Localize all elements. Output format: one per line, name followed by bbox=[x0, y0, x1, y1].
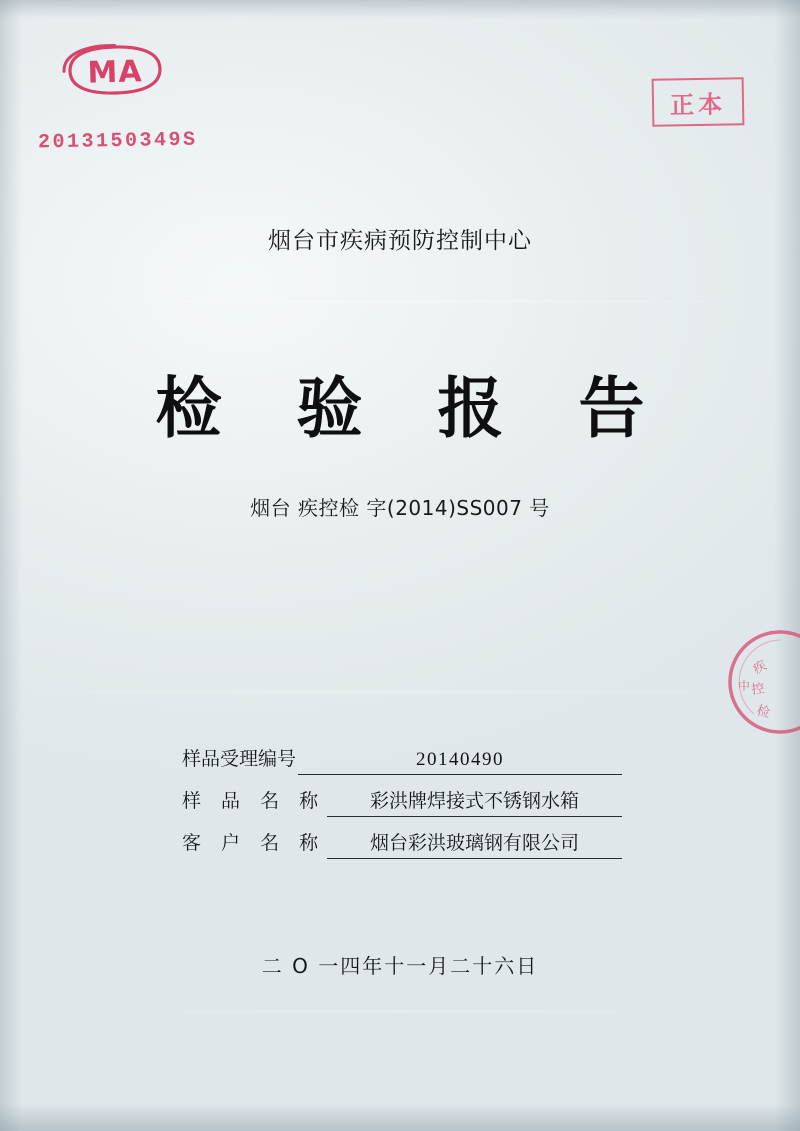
field-label-client-name: 客 户 名 称 bbox=[182, 832, 326, 854]
paper-edge-shadow bbox=[0, 0, 800, 18]
field-value-sample-name: 彩洪牌焊接式不锈钢水箱 bbox=[327, 786, 622, 817]
paper-crease bbox=[0, 1010, 800, 1013]
field-row bbox=[182, 775, 622, 817]
copy-type-stamp: 正本 bbox=[652, 77, 745, 127]
paper-edge-shadow bbox=[0, 1104, 800, 1131]
ma-certificate-number: 2013150349S bbox=[37, 128, 198, 155]
field-label-sample-name: 样 品 名 称 bbox=[182, 790, 326, 812]
svg-text:控: 控 bbox=[750, 681, 766, 698]
field-value-client-name: 烟台彩洪玻璃钢有限公司 bbox=[327, 828, 622, 859]
svg-text:MA: MA bbox=[87, 54, 144, 91]
official-round-seal-icon bbox=[726, 628, 800, 736]
report-number: 烟台 疾控检 字(2014)SS007 号 bbox=[250, 496, 550, 520]
field-list bbox=[182, 733, 622, 859]
paper-crease bbox=[0, 690, 800, 694]
issuing-organization: 烟台市疾病预防控制中心 bbox=[268, 228, 532, 254]
field-value-sample-no: 20140490 bbox=[298, 749, 622, 775]
document-title: 检 验 报 告 bbox=[155, 370, 671, 447]
field-label-sample-no: 样品受理编号 bbox=[182, 748, 297, 770]
svg-text:疾: 疾 bbox=[750, 658, 770, 678]
svg-text:检: 检 bbox=[755, 703, 772, 722]
ma-accreditation-stamp-icon bbox=[61, 43, 168, 98]
paper-crease bbox=[0, 300, 800, 303]
svg-text:中: 中 bbox=[738, 679, 751, 693]
field-row bbox=[182, 817, 622, 859]
report-date: 二 O 一四年十一月二十六日 bbox=[261, 954, 539, 978]
field-row bbox=[182, 733, 622, 775]
